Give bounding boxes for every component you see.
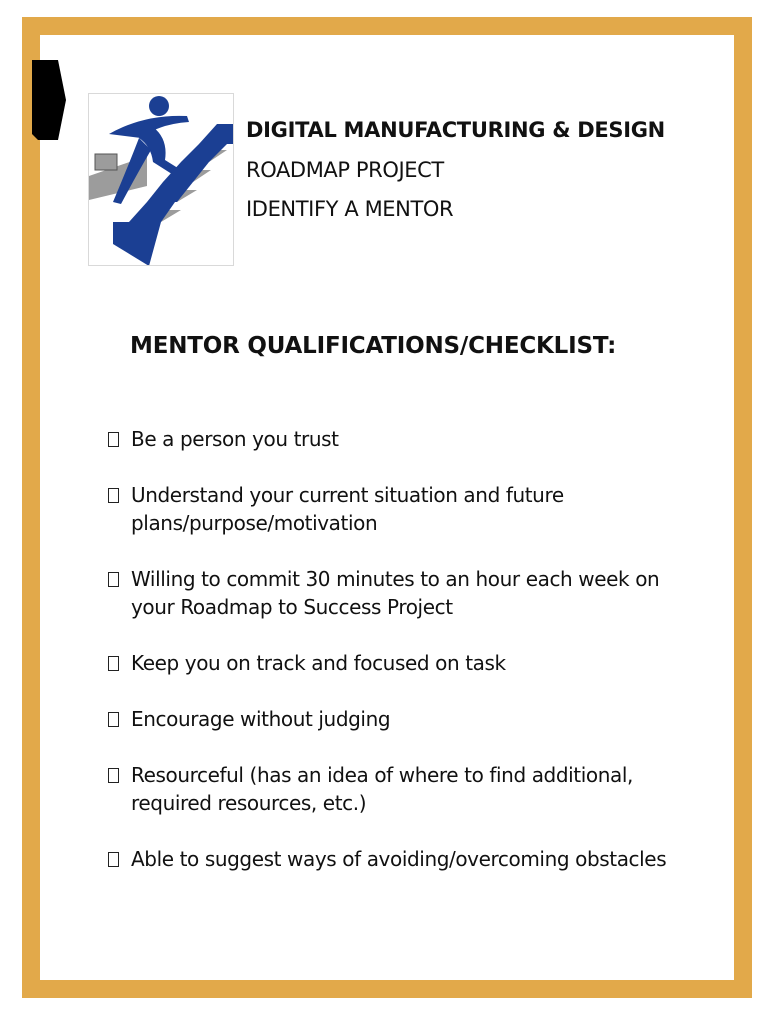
org-name-heading: DIGITAL MANUFACTURING & DESIGN (246, 118, 665, 142)
checklist-item-text: Keep you on track and focused on task (131, 651, 506, 675)
document-header (246, 116, 665, 223)
checklist-item (108, 705, 708, 733)
checklist-item-text: Be a person you trust (131, 427, 339, 451)
checkbox-icon (108, 768, 119, 783)
project-name: ROADMAP PROJECT (246, 158, 444, 182)
section-title: MENTOR QUALIFICATIONS/CHECKLIST: (130, 333, 617, 359)
mentor-checklist (108, 425, 708, 901)
checklist-item (108, 565, 708, 621)
person-climbing-stairs-logo-icon (89, 94, 233, 265)
checklist-item (108, 845, 708, 873)
checklist-item (108, 649, 708, 677)
black-tab-marker (32, 60, 66, 140)
document-subtitle: IDENTIFY A MENTOR (246, 197, 454, 221)
checkbox-icon (108, 656, 119, 671)
checkbox-icon (108, 432, 119, 447)
checklist-item (108, 761, 708, 817)
checkbox-icon (108, 712, 119, 727)
checkbox-icon (108, 852, 119, 867)
checkbox-icon (108, 488, 119, 503)
checklist-item (108, 481, 708, 537)
checklist-item-text: Understand your current situation and future plans/purpose/motivation (131, 483, 564, 535)
checklist-item-text: Encourage without judging (131, 707, 391, 731)
checklist-item-text: Able to suggest ways of avoiding/overcoming obstacles (131, 847, 667, 871)
stairs-logo (88, 93, 234, 266)
checklist-item-text: Resourceful (has an idea of where to find additional, required resources, etc.) (131, 763, 633, 815)
checkbox-icon (108, 572, 119, 587)
checklist-item-text: Willing to commit 30 minutes to an hour each week on your Roadmap to Success Project (131, 567, 660, 619)
checklist-item (108, 425, 708, 453)
